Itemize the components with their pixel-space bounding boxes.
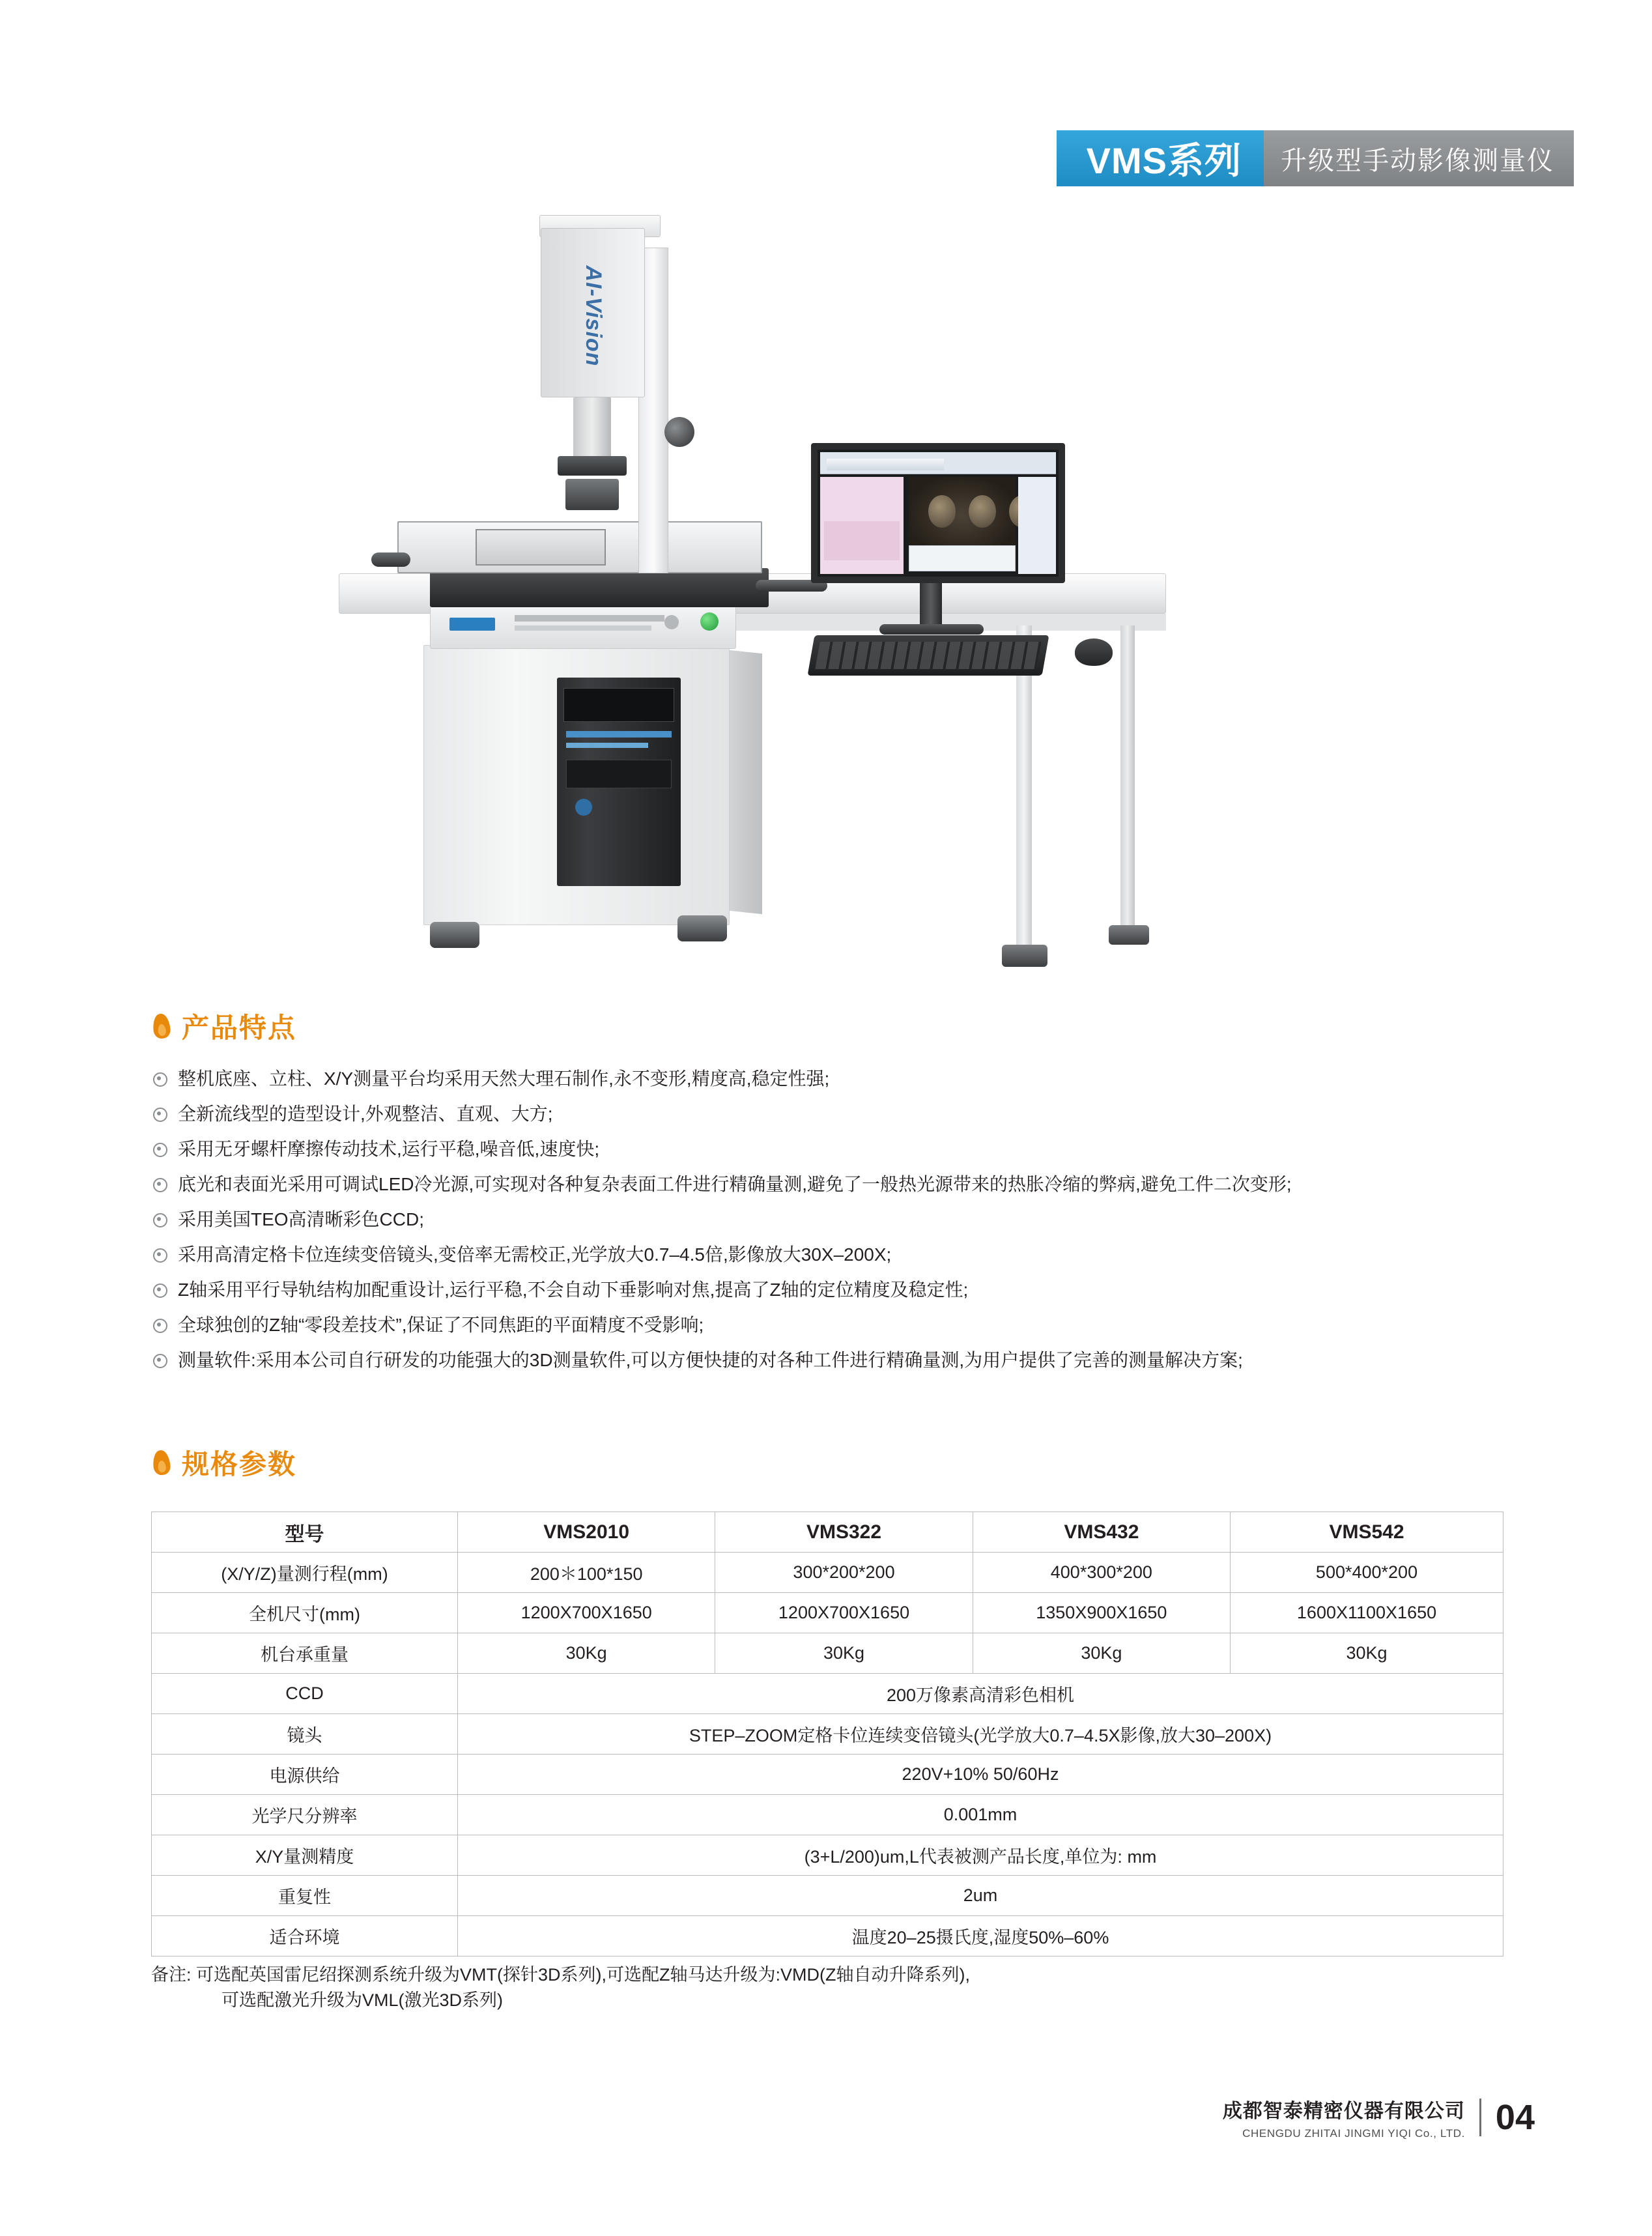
bullet-icon (153, 1072, 167, 1087)
software-toolbar (827, 459, 944, 470)
list-item (153, 1102, 1534, 1125)
list-item (153, 1278, 1534, 1301)
table-row (152, 1795, 1503, 1835)
cell-merged: (3+L/200)um,L代表被测产品长度,单位为: mm (458, 1835, 1503, 1876)
features-list (153, 1067, 1534, 1384)
feature-text: 整机底座、立柱、X/Y测量平台均采用天然大理石制作,永不变形,精度高,稳定性强; (178, 1068, 830, 1089)
keyboard-keys (815, 642, 1041, 669)
feature-text: 采用无牙螺杆摩擦传动技术,运行平稳,噪音低,速度快; (178, 1139, 600, 1159)
monitor-stand-neck (920, 583, 942, 629)
mouse (1075, 638, 1113, 666)
row-label: 全机尺寸(mm) (152, 1593, 458, 1633)
feature-text: 采用美国TEO高清晰彩色CCD; (178, 1209, 425, 1229)
table-row (152, 1876, 1503, 1916)
footer-divider (1479, 2099, 1481, 2136)
machine-brand-label: AI-Vision (581, 265, 606, 367)
cell-merged: 220V+10% 50/60Hz (458, 1755, 1503, 1795)
cell: 1200X700X1650 (458, 1593, 715, 1633)
base-knob (664, 615, 679, 629)
list-item (153, 1208, 1534, 1231)
table-row (152, 1553, 1503, 1593)
col-header-model: 型号 (152, 1512, 458, 1553)
col-header-vms2010: VMS2010 (458, 1512, 715, 1553)
bullet-icon (153, 1248, 167, 1263)
table-row (152, 1633, 1503, 1674)
col-header-vms432: VMS432 (973, 1512, 1230, 1553)
table-row (152, 1916, 1503, 1956)
bullet-icon (153, 1178, 167, 1192)
company-name-cn: 成都智泰精密仪器有限公司 (1222, 2100, 1465, 2122)
desk-foot (1002, 945, 1047, 967)
base-power-indicator (700, 612, 719, 631)
list-item (153, 1067, 1534, 1090)
spec-table-wrapper (151, 1512, 1503, 1956)
flame-icon (152, 1013, 171, 1040)
workpiece-feature (928, 495, 956, 528)
row-label: 电源供给 (152, 1755, 458, 1795)
feature-text: 测量软件:采用本公司自行研发的功能强大的3D测量软件,可以方便快捷的对各种工件进行精确量测,为用户提供了完善的测量解决方案; (178, 1350, 1243, 1370)
row-label: 适合环境 (152, 1916, 458, 1956)
cell: 200＊100*150 (458, 1553, 715, 1593)
cell: 500*400*200 (1231, 1553, 1503, 1593)
feature-text: Z轴采用平行导轨结构加配重设计,运行平稳,不会自动下垂影响对焦,提高了Z轴的定位精度及稳定性; (178, 1280, 969, 1300)
table-header-row (152, 1512, 1503, 1553)
header-title: VMS系列 (1057, 130, 1264, 186)
feature-text: 全新流线型的造型设计,外观整洁、直观、大方; (178, 1104, 553, 1124)
specs-title: 规格参数 (182, 1449, 297, 1480)
row-label: (X/Y/Z)量测行程(mm) (152, 1553, 458, 1593)
base-print-line-2 (515, 625, 651, 631)
computer-tower (557, 678, 681, 886)
desk-foot-secondary (1109, 925, 1149, 945)
cell: 1200X700X1650 (715, 1593, 973, 1633)
col-header-vms542: VMS542 (1231, 1512, 1503, 1553)
bullet-icon (153, 1213, 167, 1227)
spec-table (151, 1512, 1503, 1956)
cell: 30Kg (1231, 1633, 1503, 1674)
bullet-icon (153, 1283, 167, 1298)
stage-glass-window (476, 529, 606, 566)
software-results-panel (909, 545, 1016, 571)
page-header-banner (1057, 130, 1574, 186)
tower-optical-drive (566, 760, 672, 788)
cell: 300*200*200 (715, 1553, 973, 1593)
specs-section-heading (153, 1443, 296, 1482)
cabinet-foot (430, 922, 479, 948)
row-label: 镜头 (152, 1714, 458, 1755)
features-section-heading (153, 1007, 296, 1046)
bullet-icon (153, 1108, 167, 1122)
table-row (152, 1714, 1503, 1755)
cabinet-foot-secondary (677, 915, 727, 941)
table-row (152, 1835, 1503, 1876)
row-label: 重复性 (152, 1876, 458, 1916)
lens-collar (558, 456, 627, 476)
workpiece-feature-2 (969, 495, 996, 528)
table-row (152, 1674, 1503, 1714)
software-titlebar (820, 452, 1056, 474)
row-label: 机台承重量 (152, 1633, 458, 1674)
stage-rail (430, 568, 769, 607)
software-camera-view (909, 477, 1016, 555)
software-left-panel-section (824, 521, 900, 560)
cell: 1600X1100X1650 (1231, 1593, 1503, 1633)
company-name-en: CHENGDU ZHITAI JINGMI YIQI Co., LTD. (1242, 2127, 1465, 2140)
cell: 1350X900X1650 (973, 1593, 1230, 1633)
spec-note (151, 1962, 970, 2013)
table-row (152, 1755, 1503, 1795)
cell: 30Kg (973, 1633, 1230, 1674)
feature-text: 采用高清定格卡位连续变倍镜头,变倍率无需校正,光学放大0.7–4.5倍,影像放大30X–200X; (178, 1244, 892, 1265)
list-item (153, 1313, 1534, 1336)
features-title: 产品特点 (182, 1012, 297, 1043)
note-line-1: 备注: 可选配英国雷尼绍探测系统升级为VMT(探针3D系列),可选配Z轴马达升级为:VMD(Z轴自动升降系列), (151, 1965, 970, 1985)
row-label: X/Y量测精度 (152, 1835, 458, 1876)
cell-merged: 200万像素高清彩色相机 (458, 1674, 1503, 1714)
z-axis-focus-knob (664, 417, 694, 447)
cell-merged: 2um (458, 1876, 1503, 1916)
bullet-icon (153, 1354, 167, 1368)
keyboard (808, 635, 1049, 676)
cell: 30Kg (458, 1633, 715, 1674)
tower-power-button (575, 799, 592, 816)
company-block (1223, 2095, 1465, 2140)
page-number: 04 (1495, 2098, 1535, 2137)
tower-front-panel (563, 688, 674, 722)
flame-icon (152, 1450, 171, 1476)
software-right-panel (1018, 477, 1056, 574)
bullet-icon (153, 1143, 167, 1157)
base-print-line (515, 615, 664, 622)
bullet-icon (153, 1319, 167, 1333)
header-subtitle: 升级型手动影像测量仪 (1264, 130, 1574, 186)
page-footer (1223, 2095, 1535, 2140)
cell-merged: 温度20–25摄氏度,湿度50%–60% (458, 1916, 1503, 1956)
feature-text: 底光和表面光采用可调试LED冷光源,可实现对各种复杂表面工件进行精确量测,避免了一般热光源带来的热胀冷缩的弊病,避免工件二次变形; (178, 1174, 1292, 1194)
note-line-2: 可选配激光升级为VML(激光3D系列) (221, 1990, 504, 2011)
table-row (152, 1593, 1503, 1633)
list-item (153, 1349, 1534, 1371)
monitor-stand-base (879, 624, 984, 635)
list-item (153, 1173, 1534, 1196)
desk-leg-secondary (1120, 625, 1135, 932)
led-ring-light (565, 479, 619, 510)
tower-accent-strip (566, 731, 672, 738)
list-item (153, 1138, 1534, 1160)
stage-x-handwheel (371, 552, 410, 567)
base-brand-plate (449, 618, 495, 631)
cell-merged: 0.001mm (458, 1795, 1503, 1835)
row-label: CCD (152, 1674, 458, 1714)
tower-accent-strip-2 (566, 743, 648, 748)
cell: 400*300*200 (973, 1553, 1230, 1593)
cell: 30Kg (715, 1633, 973, 1674)
monitor (811, 443, 1065, 583)
cell-merged: STEP–ZOOM定格卡位连续变倍镜头(光学放大0.7–4.5X影像,放大30–200X) (458, 1714, 1503, 1755)
feature-text: 全球独创的Z轴“零段差技术”,保证了不同焦距的平面精度不受影响; (178, 1315, 704, 1335)
list-item (153, 1243, 1534, 1266)
row-label: 光学尺分辨率 (152, 1795, 458, 1835)
col-header-vms322: VMS322 (715, 1512, 973, 1553)
